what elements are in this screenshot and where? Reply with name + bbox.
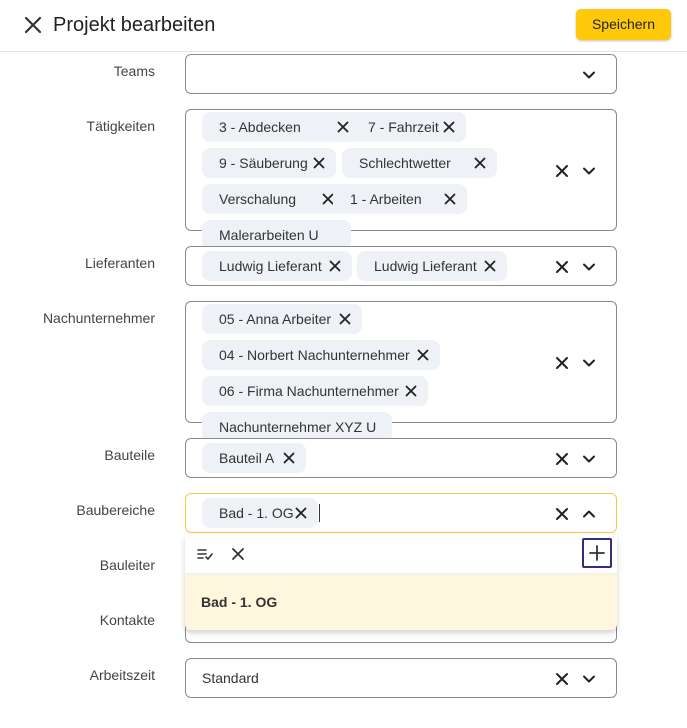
baubereiche-select[interactable] [185, 493, 617, 533]
chevron-down-icon[interactable] [582, 356, 596, 370]
clear-selection-icon[interactable] [231, 547, 245, 561]
dialog-header [0, 0, 687, 52]
arbeitszeit-select[interactable] [185, 658, 617, 698]
clear-icon[interactable] [555, 164, 569, 178]
taetigkeiten-label: Tätigkeiten [86, 118, 155, 134]
selected-value: Standard [202, 670, 259, 686]
chip: Bad - 1. OG [202, 498, 318, 528]
chevron-down-icon[interactable] [582, 68, 596, 82]
baubereiche-label: Baubereiche [76, 502, 155, 518]
chip: 05 - Anna Arbeiter [202, 304, 362, 334]
clear-icon[interactable] [555, 672, 569, 686]
taetigkeiten-select[interactable] [185, 109, 617, 243]
save-button[interactable]: Speichern [576, 9, 671, 40]
chip-remove-icon[interactable] [444, 193, 456, 205]
clear-icon[interactable] [555, 507, 569, 521]
chip: Ludwig Lieferant [357, 251, 507, 281]
chip: Malerarbeiten U [202, 220, 351, 250]
clear-icon[interactable] [555, 452, 569, 466]
nachunternehmer-label: Nachunternehmer [42, 310, 155, 326]
add-button[interactable] [582, 538, 612, 568]
clear-icon[interactable] [555, 260, 569, 274]
chip: Verschalung [202, 184, 345, 214]
lieferanten-label: Lieferanten [84, 255, 155, 271]
chip-remove-icon[interactable] [405, 385, 417, 397]
bauleiter-label: Bauleiter [99, 557, 155, 573]
page-title: Projekt bearbeiten [53, 14, 216, 36]
chip: 9 - Säuberung [202, 148, 336, 178]
lieferanten-select[interactable] [185, 246, 617, 286]
chip-remove-icon[interactable] [329, 260, 341, 272]
chip: Schlechtwetter [342, 148, 497, 178]
teams-label: Teams [113, 63, 155, 79]
chip-remove-icon[interactable] [417, 349, 429, 361]
close-icon[interactable] [22, 14, 44, 36]
chip-remove-icon[interactable] [339, 313, 351, 325]
chip-remove-icon[interactable] [337, 121, 349, 133]
chevron-down-icon[interactable] [582, 452, 596, 466]
chip-remove-icon[interactable] [313, 157, 325, 169]
chip: Bauteil A [202, 443, 306, 473]
chip: 1 - Arbeiten [333, 184, 467, 214]
chevron-down-icon[interactable] [582, 164, 596, 178]
chip: 7 - Fahrzeit [351, 112, 466, 142]
select-all-icon[interactable] [197, 547, 213, 561]
clear-icon[interactable] [555, 356, 569, 370]
chip-remove-icon[interactable] [295, 507, 307, 519]
chip: 3 - Abdecken [202, 112, 360, 142]
dropdown-toolbar [185, 535, 617, 574]
chevron-up-icon[interactable] [582, 507, 596, 521]
chevron-down-icon[interactable] [582, 260, 596, 274]
kontakte-label: Kontakte [99, 612, 155, 628]
chip: Nachunternehmer XYZ U [202, 412, 392, 442]
chip: Ludwig Lieferant [202, 251, 352, 281]
bauteile-label: Bauteile [104, 447, 155, 463]
chip-remove-icon[interactable] [283, 452, 295, 464]
baubereiche-dropdown [185, 535, 617, 630]
arbeitszeit-label: Arbeitszeit [89, 667, 155, 683]
chip-remove-icon[interactable] [443, 121, 455, 133]
chip: 06 - Firma Nachunternehmer [202, 376, 428, 406]
dropdown-option[interactable]: Bad - 1. OG [185, 574, 617, 630]
teams-select[interactable] [185, 54, 617, 94]
nachunternehmer-select[interactable] [185, 301, 617, 435]
chip-remove-icon[interactable] [474, 157, 486, 169]
chevron-down-icon[interactable] [582, 672, 596, 686]
chip: 04 - Norbert Nachunternehmer [202, 340, 440, 370]
text-cursor [319, 504, 320, 522]
bauteile-select[interactable] [185, 438, 617, 478]
chip-remove-icon[interactable] [484, 260, 496, 272]
